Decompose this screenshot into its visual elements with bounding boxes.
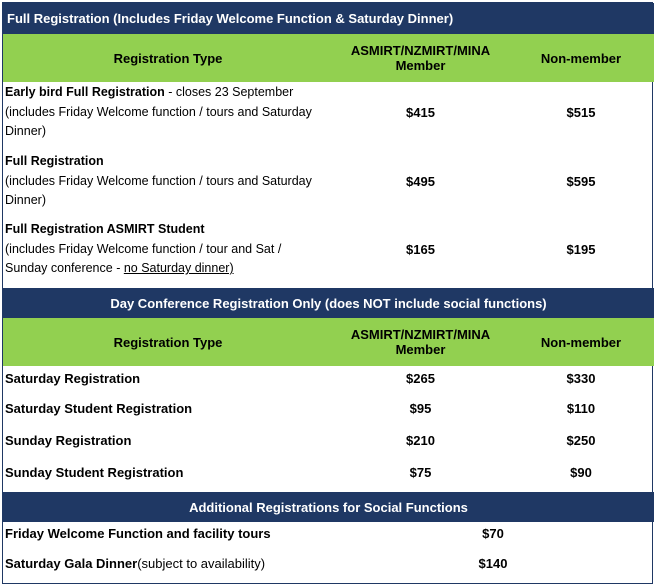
row-detail: (includes Friday Welcome function / tour and Sat / (5, 241, 282, 256)
row-label: Saturday Registration (5, 370, 141, 386)
member-price: $95 (409, 400, 432, 416)
social-functions-title: Additional Registrations for Social Functions (189, 499, 468, 515)
table-row (3, 219, 654, 279)
col-member (333, 34, 508, 82)
row-detail: Dinner) (5, 193, 46, 207)
full-registration-title-bar (3, 3, 654, 34)
col-member-line1: ASMIRT/NZMIRT/MINA (350, 43, 491, 58)
day-conference-title: Day Conference Registration Only (does NOT include social functions) (110, 295, 547, 311)
table-row (3, 151, 654, 211)
row-title: Full Registration ASMIRT Student (5, 222, 205, 236)
day-conference-header-row (3, 318, 654, 366)
row-description (3, 219, 348, 279)
col-member-line2: Member (395, 342, 446, 357)
non-member-price: $330 (566, 370, 596, 386)
table-row (3, 460, 654, 484)
non-member-price: $250 (566, 432, 596, 448)
row-label: Sunday Registration (5, 432, 132, 448)
row-description (3, 151, 348, 211)
member-price: $265 (406, 370, 435, 386)
price: $140 (478, 555, 508, 571)
col-registration-type: Registration Type (113, 50, 223, 66)
col-member (333, 318, 508, 366)
col-registration-type: Registration Type (113, 334, 223, 350)
col-member-line1: ASMIRT/NZMIRT/MINA (350, 327, 491, 342)
row-label-text: Friday Welcome Function and facility tours (5, 525, 271, 541)
table-row (3, 551, 654, 575)
row-title: Full Registration (5, 154, 104, 168)
row-detail: (includes Friday Welcome function / tours and Saturday (5, 173, 312, 188)
row-detail-underlined: no Saturday dinner) (123, 261, 234, 275)
day-conference-title-bar (3, 288, 654, 318)
col-member-line2: Member (395, 58, 446, 73)
non-member-price: $595 (566, 173, 596, 189)
col-non-member: Non-member (540, 50, 622, 66)
member-price: $210 (406, 432, 435, 448)
row-detail: Sunday conference - (5, 261, 124, 275)
member-price: $495 (406, 173, 435, 189)
row-note: (subject to availability) (137, 555, 266, 571)
non-member-price: $195 (566, 241, 596, 257)
member-price: $165 (406, 241, 435, 257)
row-label (3, 551, 423, 575)
table-row (3, 428, 654, 452)
table-row (3, 396, 654, 420)
price: $70 (482, 525, 504, 541)
table-row (3, 366, 654, 390)
table-row (3, 521, 654, 545)
non-member-price: $90 (570, 464, 592, 480)
row-label-text: Saturday Gala Dinner (5, 555, 138, 571)
full-registration-title: Full Registration (Includes Friday Welcome Function & Saturday Dinner) (7, 11, 454, 26)
full-registration-header-row (3, 34, 654, 82)
row-label (3, 521, 423, 545)
row-label: Sunday Student Registration (5, 464, 184, 480)
row-label: Saturday Student Registration (5, 400, 193, 416)
col-non-member: Non-member (540, 334, 622, 350)
member-price: $415 (406, 104, 435, 120)
row-description (3, 82, 348, 142)
member-price: $75 (409, 464, 432, 480)
row-detail: (includes Friday Welcome function / tours and Saturday (5, 104, 312, 119)
table-row (3, 82, 654, 142)
row-title: Early bird Full Registration (5, 85, 165, 99)
non-member-price: $110 (566, 400, 596, 416)
social-functions-title-bar (3, 492, 654, 522)
row-suffix: - closes 23 September (164, 85, 294, 99)
non-member-price: $515 (566, 104, 596, 120)
row-detail: Dinner) (5, 124, 46, 138)
